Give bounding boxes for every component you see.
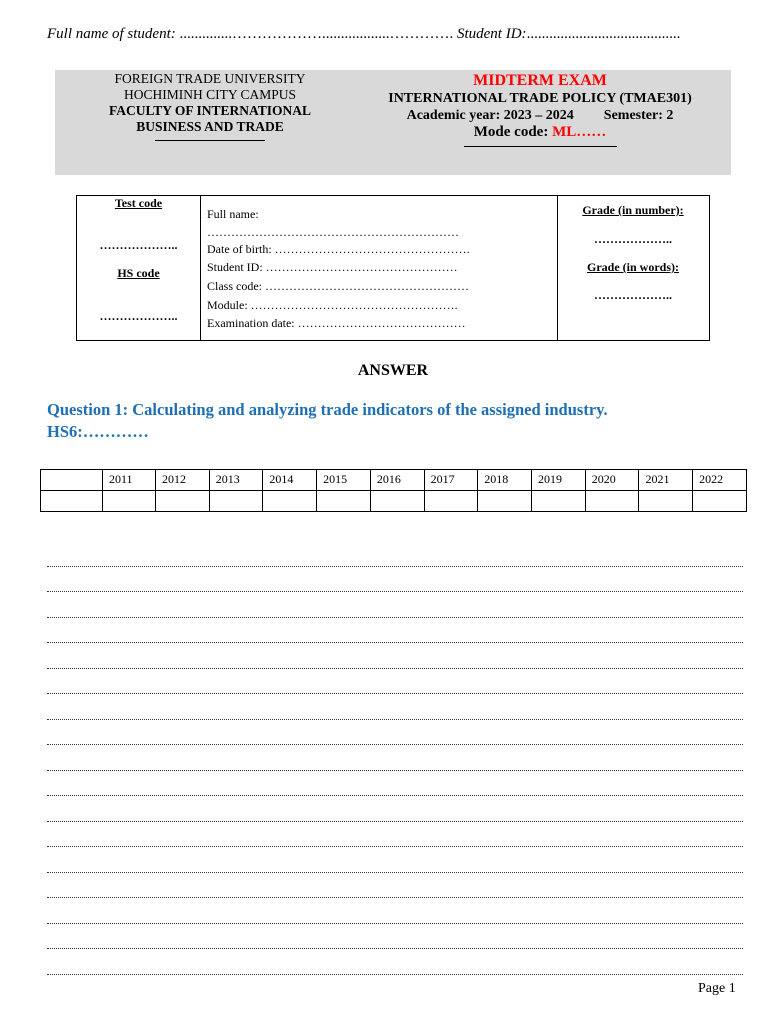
row-label-cell[interactable] <box>41 491 103 512</box>
year-cell: 2015 <box>317 470 371 491</box>
answer-line[interactable] <box>47 592 743 618</box>
answer-line[interactable] <box>47 541 743 567</box>
mode-code-value: ML…… <box>552 124 607 140</box>
exam-block <box>360 71 720 147</box>
year-cell: 2016 <box>370 470 424 491</box>
test-code-blank[interactable]: ……………….. <box>99 238 178 252</box>
value-cell[interactable] <box>639 491 693 512</box>
faculty-line-1: FACULTY OF INTERNATIONAL <box>108 103 312 118</box>
year-semester-line <box>360 107 720 124</box>
value-cell[interactable] <box>424 491 478 512</box>
value-cell[interactable] <box>155 491 209 512</box>
full-name-blank[interactable]: ……………………………………………………… <box>207 225 459 239</box>
year-cell: 2019 <box>532 470 586 491</box>
details-column <box>200 196 558 340</box>
trade-indicator-table <box>40 469 747 512</box>
answer-lines[interactable] <box>47 541 743 975</box>
value-cell[interactable] <box>585 491 639 512</box>
hs-code-label: HS code <box>117 266 160 280</box>
year-header-row <box>41 470 747 491</box>
student-info-box <box>76 195 710 341</box>
value-cell[interactable] <box>370 491 424 512</box>
year-cell: 2020 <box>585 470 639 491</box>
faculty-line-2: BUSINESS AND TRADE <box>136 119 284 134</box>
value-row <box>41 491 747 512</box>
page-number: Page 1 <box>698 981 736 996</box>
date-of-birth-field[interactable]: Date of birth: …………………………………………. <box>207 242 470 256</box>
question-1-text: Question 1: Calculating and analyzing trade indicators of the assigned industry. <box>47 400 608 419</box>
answer-heading: ANSWER <box>357 362 429 379</box>
answer-line[interactable] <box>47 796 743 822</box>
student-id-blank: ......................................... <box>526 26 681 42</box>
university-name: FOREIGN TRADE UNIVERSITY <box>114 71 306 86</box>
course-title: INTERNATIONAL TRADE POLICY (TMAE301) <box>388 91 692 106</box>
answer-line[interactable] <box>47 771 743 797</box>
test-code-label: Test code <box>114 196 163 210</box>
answer-line[interactable] <box>47 873 743 899</box>
codes-column <box>77 196 201 340</box>
student-id-label: Student ID: <box>456 26 527 42</box>
value-cell[interactable] <box>478 491 532 512</box>
answer-line[interactable] <box>47 898 743 924</box>
year-cell: 2022 <box>693 470 747 491</box>
answer-line[interactable] <box>47 745 743 771</box>
table-corner-cell <box>41 470 103 491</box>
mode-code-label: Mode code: <box>473 124 549 140</box>
answer-line[interactable] <box>47 567 743 593</box>
semester: Semester: 2 <box>603 108 674 123</box>
class-code-field[interactable]: Class code: …………………………………………… <box>207 279 469 293</box>
answer-line[interactable] <box>47 847 743 873</box>
university-underline <box>155 135 265 141</box>
value-cell[interactable] <box>209 491 263 512</box>
value-cell[interactable] <box>263 491 317 512</box>
answer-line[interactable] <box>47 822 743 848</box>
mode-code-line <box>360 124 720 141</box>
grade-column <box>557 196 709 340</box>
examination-date-field[interactable]: Examination date: …………………………………… <box>207 316 466 330</box>
exam-underline <box>464 142 617 147</box>
student-name-blank: ..............………………..................…………. <box>179 26 454 42</box>
grade-words-blank[interactable]: ……………….. <box>594 288 672 302</box>
value-cell[interactable] <box>317 491 371 512</box>
value-cell[interactable] <box>693 491 747 512</box>
year-cell: 2014 <box>263 470 317 491</box>
campus-name: HOCHIMINH CITY CAMPUS <box>123 87 296 102</box>
module-field[interactable]: Module: ……………………………………………. <box>207 298 458 312</box>
answer-line[interactable] <box>47 694 743 720</box>
student-header-line <box>47 26 680 43</box>
year-cell: 2017 <box>424 470 478 491</box>
exam-title: MIDTERM EXAM <box>473 72 607 89</box>
year-cell: 2021 <box>639 470 693 491</box>
student-name-label: Full name of student: <box>47 26 176 42</box>
answer-line[interactable] <box>47 949 743 975</box>
grade-number-blank[interactable]: ……………….. <box>594 232 672 246</box>
academic-year: Academic year: 2023 – 2024 <box>406 108 574 123</box>
answer-line[interactable] <box>47 643 743 669</box>
grade-words-label: Grade (in words): <box>587 260 679 274</box>
student-id-field[interactable]: Student ID: ………………………………………… <box>207 260 458 274</box>
university-block <box>60 71 360 141</box>
value-cell[interactable] <box>103 491 156 512</box>
year-cell: 2011 <box>103 470 156 491</box>
year-cell: 2013 <box>209 470 263 491</box>
full-name-label: Full name: <box>207 207 259 221</box>
hs6-line: HS6:………… <box>47 422 149 441</box>
question-1 <box>47 399 727 443</box>
answer-line[interactable] <box>47 924 743 950</box>
grade-number-label: Grade (in number): <box>582 203 684 217</box>
year-cell: 2018 <box>478 470 532 491</box>
value-cell[interactable] <box>532 491 586 512</box>
hs-code-blank[interactable]: ……………….. <box>99 309 178 323</box>
year-cell: 2012 <box>155 470 209 491</box>
answer-line[interactable] <box>47 618 743 644</box>
answer-line[interactable] <box>47 720 743 746</box>
answer-line[interactable] <box>47 669 743 695</box>
